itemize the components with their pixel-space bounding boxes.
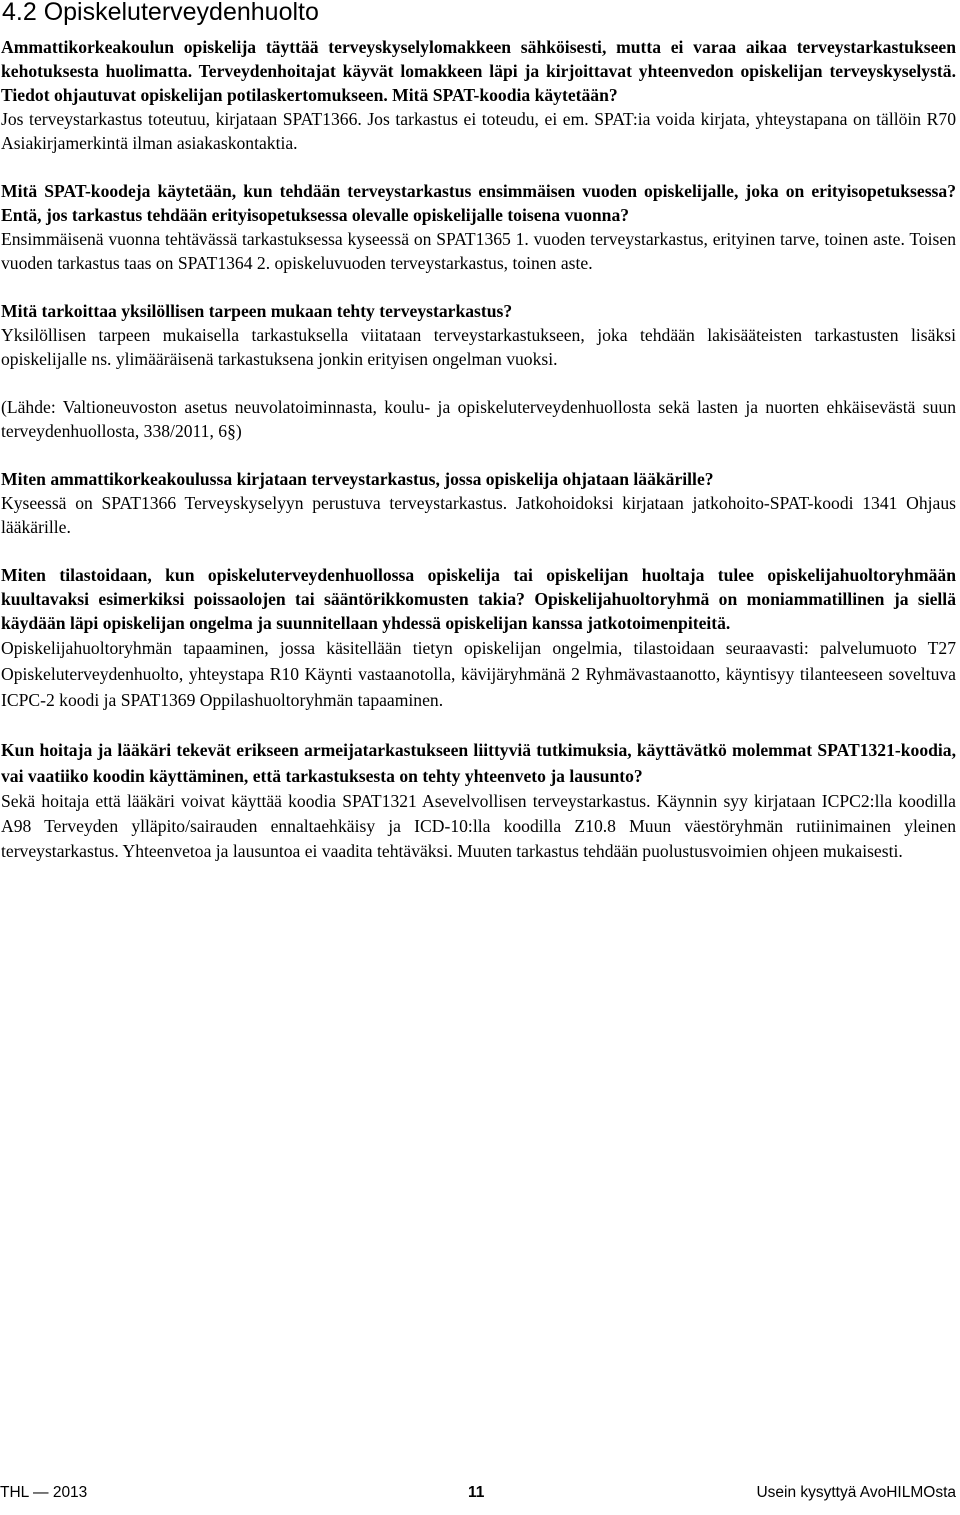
paragraph-spacer <box>1 371 956 395</box>
footer-document-title: Usein kysyttyä AvoHILMOsta <box>756 1484 956 1501</box>
question-special-education: Mitä SPAT-koodeja käytetään, kun tehdään terveystarkastus ensimmäisen vuoden opiskelijalle, joka on erityisopetuksessa? Entä, jos tarkastus tehdään erityisopetuksessa olevalle opiskelijalle toisena vuonna? <box>1 181 956 225</box>
question-student-welfare-group: Miten tilastoidaan, kun opiskeluterveydenhuollossa opiskelija tai opiskelijan huoltaja tulee opiskelijahuoltoryhmään kuultavaksi esimerkiksi poissaolojen tai sääntörikkomusten takia? Opiskelijahuoltoryhmä on moniammatillinen ja siellä käydään läpi opiskelijan ongelma ja suunnitellaan yhdessä opiskelijan kanssa jatkotoimenpiteitä. <box>1 565 956 633</box>
page-footer <box>0 1480 960 1508</box>
answer-doctor-referral: Kyseessä on SPAT1366 Terveyskyselyyn perustuva terveystarkastus. Jatkohoidoksi kirjataan jatkohoito-SPAT-koodi 1341 Ohjaus lääkärille. <box>1 493 956 537</box>
paragraph-spacer <box>1 155 956 179</box>
answer-spat-code: Jos terveystarkastus toteutuu, kirjataan SPAT1366. Jos tarkastus ei toteudu, ei em. SPAT:ia voida kirjata, yhteystapana on tällöin R70 Asiakirjamerkintä ilman asiakaskontaktia. <box>1 109 956 153</box>
source-reference: (Lähde: Valtioneuvoston asetus neuvolatoiminnasta, koulu- ja opiskeluterveydenhuollosta sekä lasten ja nuorten ehkäisevästä suun terveydenhuollosta, 338/2011, 6§) <box>1 397 956 441</box>
paragraph-spacer <box>1 539 956 563</box>
question-military-examination: Kun hoitaja ja lääkäri tekevät erikseen armeijatarkastukseen liittyviä tutkimuksia, käyttävätkö molemmat SPAT1321-koodia, vai vaatiiko koodin käyttäminen, että tarkastuksesta on tehty yhteenveto ja lausunto? <box>1 740 956 786</box>
question-individual-need: Mitä tarkoittaa yksilöllisen tarpeen mukaan tehty terveystarkastus? <box>1 301 513 321</box>
question-spat-code: Ammattikorkeakoulun opiskelija täyttää terveyskyselylomakkeen sähköisesti, mutta ei varaa aikaa terveystarkastukseen kehotuksesta huolimatta. Terveydenhoitajat käyvät lomakkeen läpi ja kirjoittavat yhteenvedon opiskelijan terveyskyselystä. Tiedot ohjautuvat opiskelijan potilaskertomukseen. Mitä SPAT-koodia käytetään? <box>1 37 956 105</box>
answer-student-welfare-group: Opiskelijahuoltoryhmän tapaaminen, jossa käsitellään tietyn opiskelijan ongelmia, tilastoidaan seuraavasti: palvelumuoto T27 Opiskeluterveydenhuolto, yhteystapa R10 Käynti vastaanotolla, kävijäryhmänä 2 Ryhmävastaanotto, käyntisyy tilanteeseen soveltuva ICPC-2 koodi ja SPAT1369 Oppilashuoltoryhmän tapaaminen. <box>1 638 956 710</box>
answer-individual-need: Yksilöllisen tarpeen mukaisella tarkastuksella viitataan terveystarkastukseen, joka tehdään lakisääteisten tarkastusten lisäksi opiskelijalle ns. ylimääräisenä tarkastuksena jonkin erityisen ongelman vuoksi. <box>1 325 956 369</box>
paragraph-spacer <box>1 443 956 467</box>
question-doctor-referral: Miten ammattikorkeakoulussa kirjataan terveystarkastus, jossa opiskelija ohjataan lääkärille? <box>1 469 714 489</box>
document-body <box>1 35 956 864</box>
paragraph-spacer <box>1 275 956 299</box>
section-title: 4.2 Opiskeluterveydenhuolto <box>2 0 319 26</box>
paragraph-spacer <box>1 713 956 737</box>
footer-publisher: THL — 2013 <box>0 1484 88 1501</box>
answer-special-education: Ensimmäisenä vuonna tehtävässä tarkastuksessa kyseessä on SPAT1365 1. vuoden terveystarkastus, erityinen tarve, toinen aste. Toisen vuoden tarkastus taas on SPAT1364 2. opiskeluvuoden terveystarkastus, toinen aste. <box>1 229 956 273</box>
page-number: 11 <box>468 1484 485 1501</box>
answer-military-examination: Sekä hoitaja että lääkäri voivat käyttää koodia SPAT1321 Asevelvollisen terveystarkastus. Käynnin syy kirjataan ICPC2:lla koodilla A98 Terveyden ylläpito/sairauden ennaltaehkäisy ja ICD-10:lla koodilla Z10.8 Muun väestöryhmän rutiinimainen yleinen terveystarkastus. Yhteenvetoa ja lausuntoa ei vaadita tehtäväksi. Muuten tarkastus tehdään puolustusvoimien ohjeen mukaisesti. <box>1 791 956 861</box>
